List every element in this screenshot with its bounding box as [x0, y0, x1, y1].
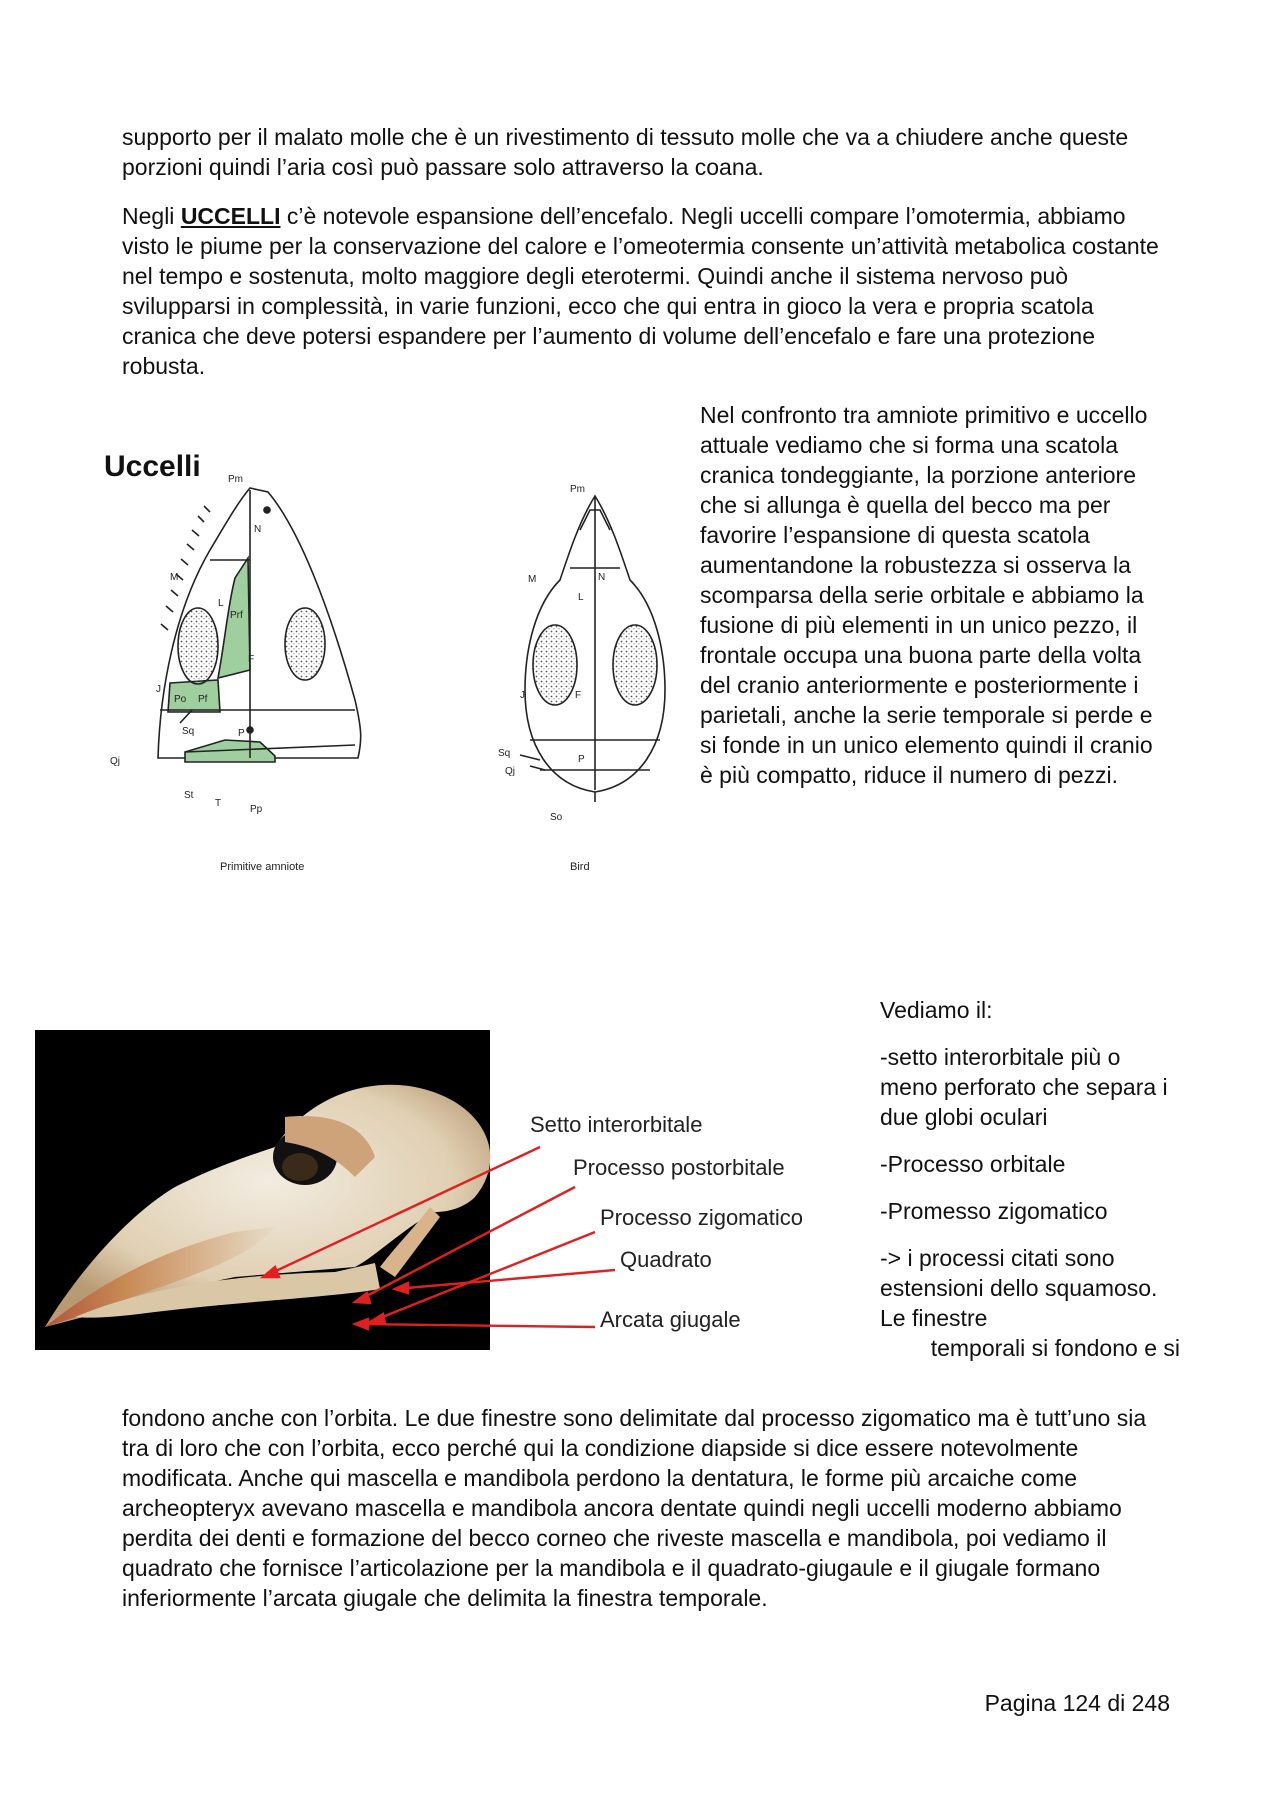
- bird-label-f: F: [575, 690, 582, 701]
- caption-bird: Bird: [570, 861, 590, 873]
- bird-label-pm: Pm: [570, 484, 585, 495]
- bird-label-j: J: [520, 690, 525, 701]
- label-f: F: [248, 654, 255, 665]
- paragraph-1: supporto per il malato molle che è un rivestimento di tessuto molle che va a chiudere anche queste porzioni quindi l’aria così può passare solo attraverso la coana.: [122, 124, 1129, 180]
- label-pm: Pm: [228, 474, 243, 485]
- processi-text: -> i processi citati sono estensioni dello squamoso. Le finestre: [880, 1245, 1158, 1331]
- label-m: M: [170, 572, 179, 583]
- label-pf: Pf: [198, 694, 208, 705]
- paragraph-comparison: Nel confronto tra amniote primitivo e uccello attuale vediamo che si forma una scatola cranica tondeggiante, la porzione anteriore che si allunga è quella del becco ma per favorire l’espansione di questa scatola aumentandone la robustezza si osserva la scomparsa della serie orbitale e abbiamo la fusione di più elementi in un unico pezzo, il frontale occupa una buona parte della volta del cranio anteriormente e posteriormente i parietali, anche la serie temporale si perde e si fonde in un unico elemento quindi il cranio è più compatto, riduce il numero di pezzi.: [700, 402, 1153, 788]
- label-sq: Sq: [182, 726, 195, 737]
- processi-wrap-line: temporali si fondono e si: [930, 1335, 1180, 1361]
- uccelli-heading: UCCELLI: [180, 203, 281, 229]
- photo-labels: [530, 1112, 803, 1332]
- label-p: P: [238, 728, 245, 739]
- label-quadrato: Quadrato: [620, 1247, 712, 1272]
- label-processo-postorbitale: Processo postorbitale: [573, 1155, 785, 1180]
- label-prf: Prf: [230, 610, 243, 621]
- page-number: Pagina 124 di 248: [984, 1690, 1170, 1716]
- bird-label-so: So: [550, 812, 563, 823]
- bird-label-p: P: [578, 754, 585, 765]
- label-l: L: [218, 598, 224, 609]
- label-processo-zigomatico: Processo zigomatico: [600, 1205, 803, 1230]
- list-item-orbitale: -Processo orbitale: [880, 1151, 1066, 1177]
- label-n: N: [254, 524, 262, 535]
- caption-primitive-amniote: Primitive amniote: [220, 861, 305, 873]
- vediamo-label: Vediamo il:: [880, 997, 993, 1023]
- label-t: T: [215, 798, 222, 809]
- label-arcata-giugale: Arcata giugale: [600, 1307, 741, 1332]
- list-item-zigomatico: -Promesso zigomatico: [880, 1198, 1108, 1224]
- label-setto-interorbitale: Setto interorbitale: [530, 1112, 703, 1137]
- bird-skull: [520, 496, 665, 802]
- list-item-processi: [880, 1243, 1180, 1363]
- skull-comparison-figure: [100, 440, 670, 890]
- list-item-setto: -setto interorbitale più o meno perforato che separa i due globi oculari: [880, 1044, 1168, 1130]
- bird-label-n: N: [598, 572, 606, 583]
- p2-before: Negli: [122, 203, 181, 229]
- bird-skull-photo-figure: [35, 1027, 865, 1357]
- label-po: Po: [174, 694, 187, 705]
- label-pp: Pp: [250, 804, 263, 815]
- paragraph-uccelli-intro: [122, 201, 1172, 381]
- bird-label-qj: Qj: [505, 766, 515, 777]
- label-st: St: [184, 790, 194, 801]
- p2-after: c’è notevole espansione dell’encefalo. Negli uccelli compare l’omotermia, abbiamo visto le piume per la conservazione del calore e l’omeotermia consente un’attività metabolica costante nel tempo e sostenuta, molto maggiore degli eterotermi. Quindi anche il sistema nervoso può svilupparsi in complessità, in varie funzioni, ecco che qui entra in gioco la vera e propria scatola cranica che deve potersi espandere per l’aumento di volume dell’encefalo e fare una protezione robusta.: [122, 203, 1159, 379]
- paragraph-finestre: fondono anche con l’orbita. Le due finestre sono delimitate dal processo zigomatico ma è tutt’uno sia tra di loro che con l’orbita, ecco perché qui la condizione diapside si dice essere notevolmente modificata. Anche qui mascella e mandibola perdono la dentatura, le forme più arcaiche come archeopteryx avevano mascella e mandibola ancora dentate quindi negli uccelli moderno abbiamo perdita dei denti e formazione del becco corneo che riveste mascella e mandibola, poi vediamo il quadrato che fornisce l’articolazione per la mandibola e il quadrato-giugaule e il giugale formano inferiormente l’arcata giugale che delimita la finestra temporale.: [122, 1405, 1147, 1611]
- label-qj: Qj: [110, 756, 120, 767]
- bird-label-m: M: [528, 574, 537, 585]
- label-j: J: [156, 684, 161, 695]
- right-column-list: [880, 995, 1180, 1363]
- bird-label-sq: Sq: [498, 748, 511, 759]
- figure-title: Uccelli: [104, 450, 201, 483]
- bird-label-l: L: [578, 592, 584, 603]
